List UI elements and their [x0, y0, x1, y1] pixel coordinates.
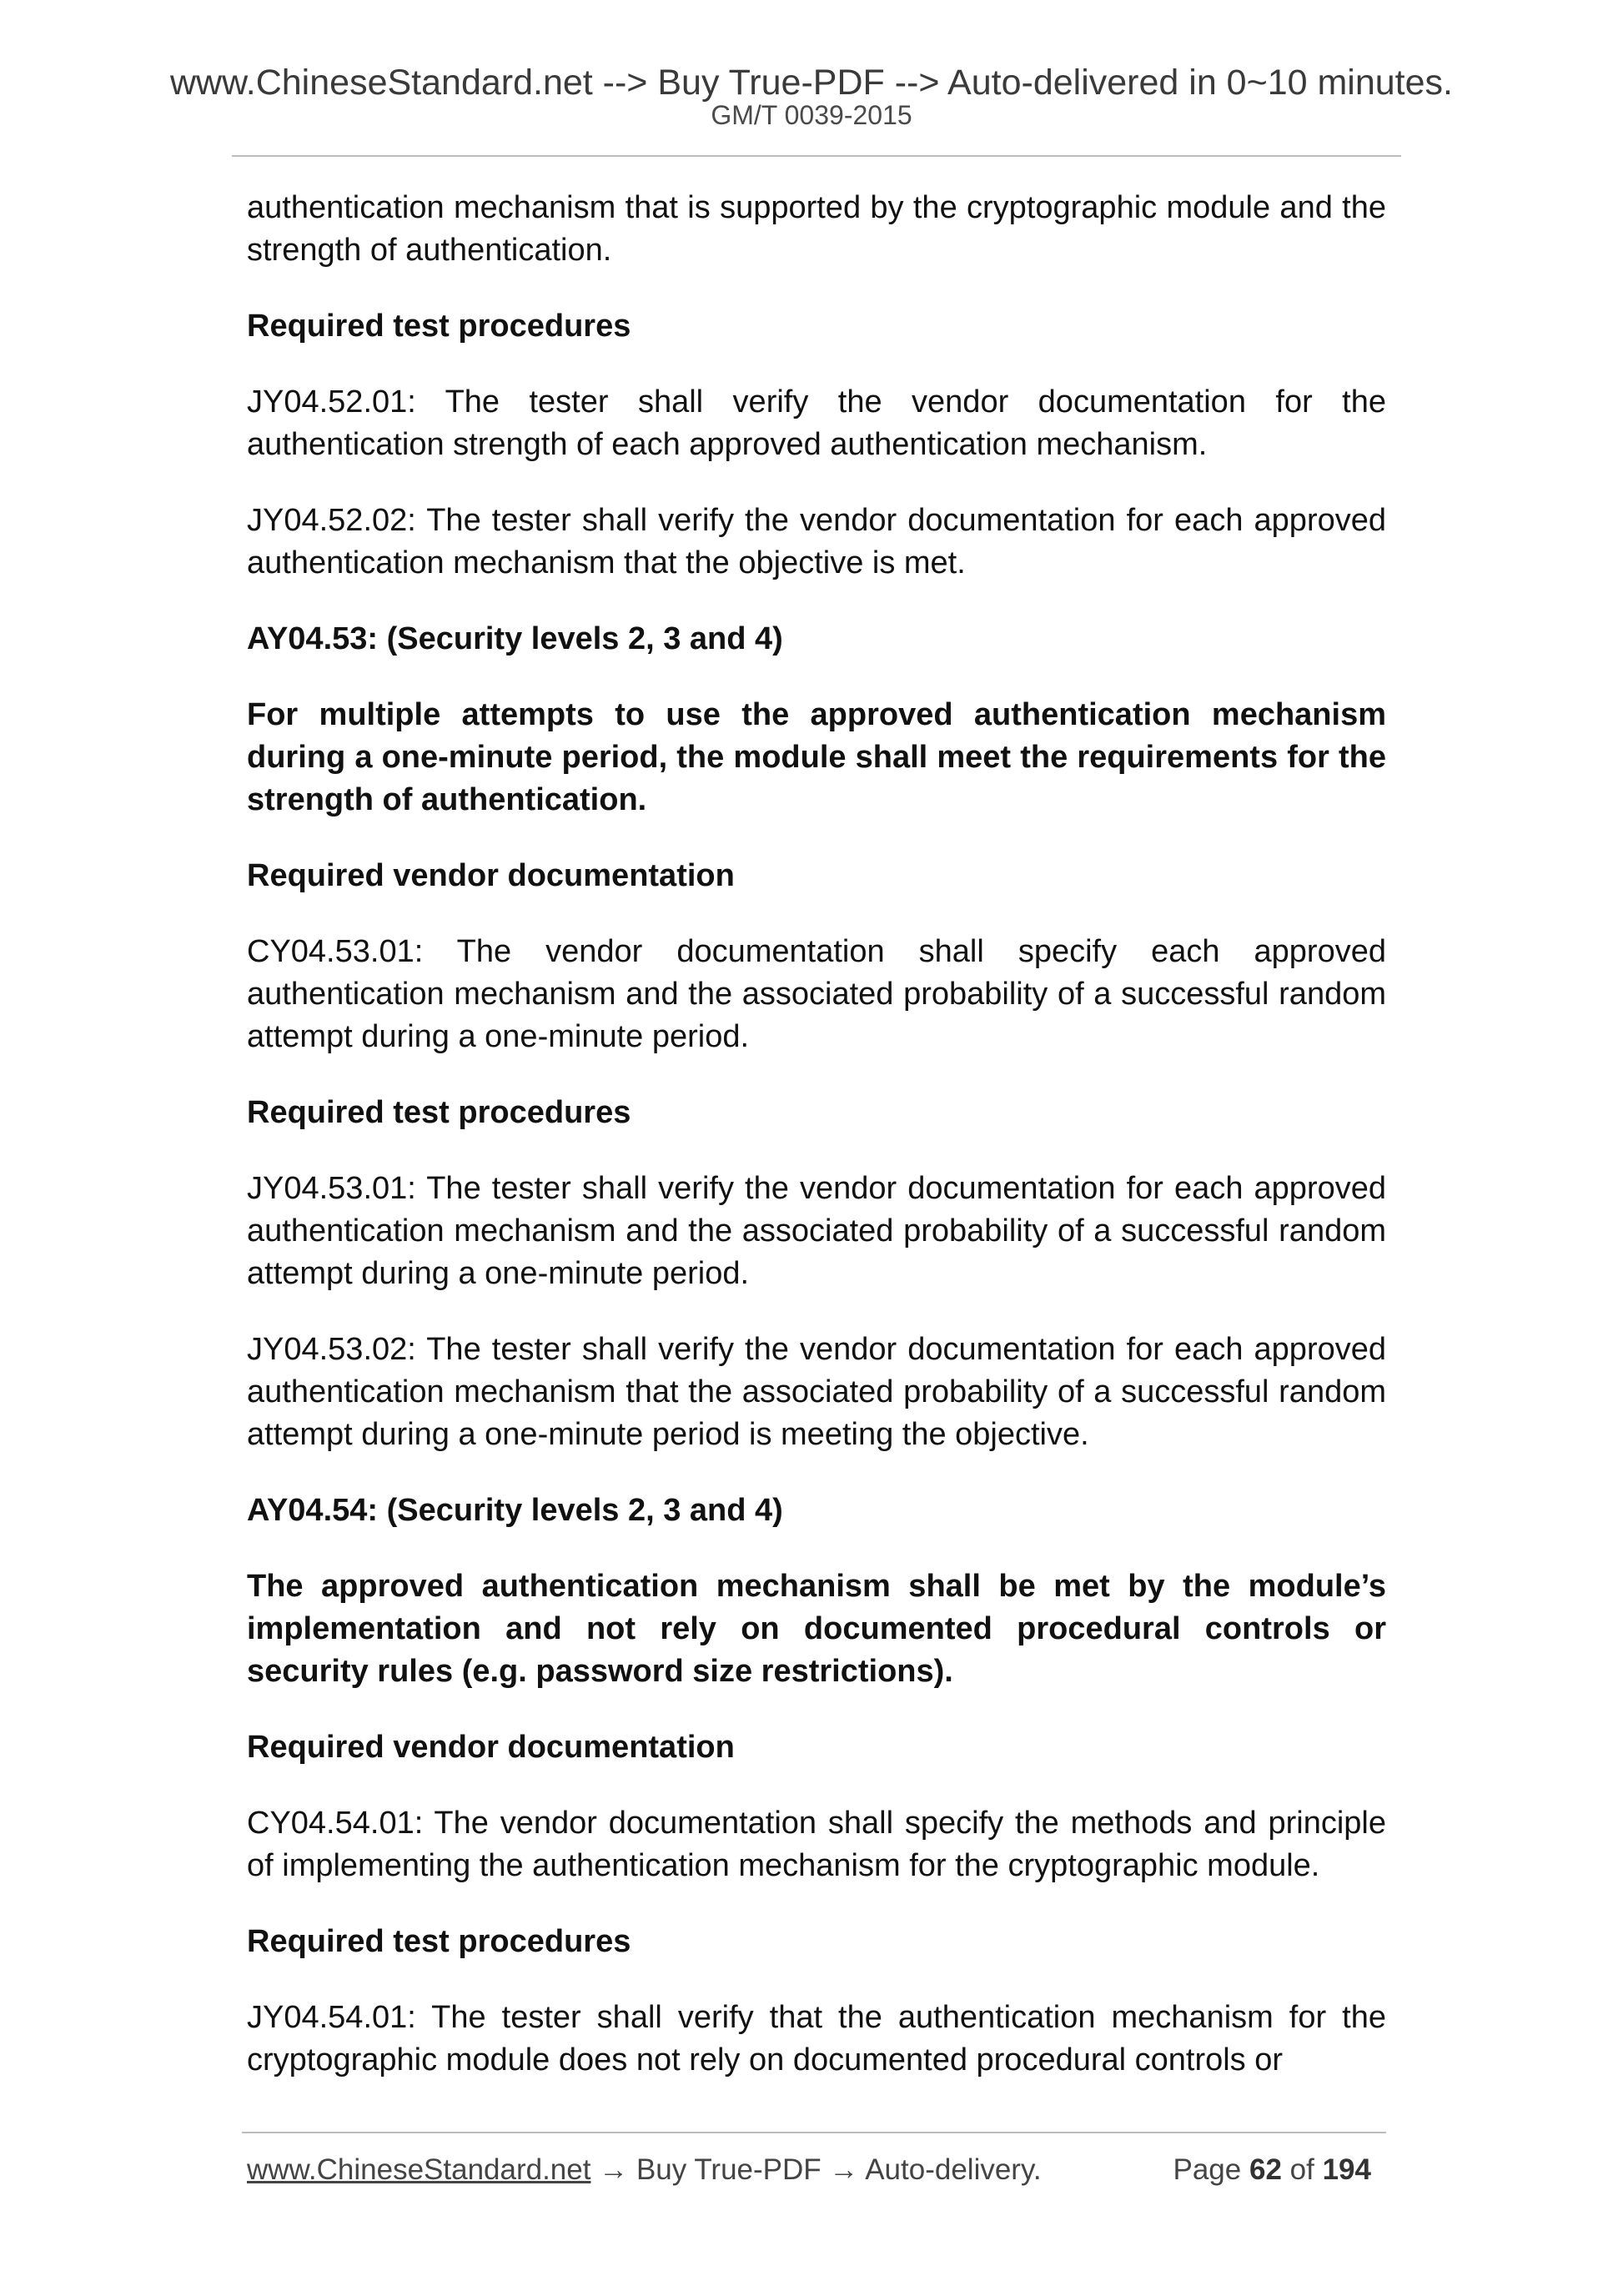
section-heading: Required vendor documentation — [247, 858, 735, 893]
body-paragraph: JY04.52.01: The tester shall verify the vendor documentation for the authentication strength of each approved authentication mechanism. — [247, 384, 1386, 462]
page-of: of — [1289, 2153, 1314, 2186]
body-paragraph: JY04.54.01: The tester shall verify that the authentication mechanism for the cryptographic module does not rely on documented procedural controls or — [247, 2000, 1386, 2077]
body-paragraph: JY04.52.02: The tester shall verify the vendor documentation for each approved authentication mechanism that the objective is met. — [247, 503, 1386, 580]
body-paragraph: authentication mechanism that is supported by the cryptographic module and the strength of authentication. — [247, 190, 1386, 268]
section-heading: For multiple attempts to use the approved authentication mechanism during a one-minute period, the module shall meet the requirements for the strength of authentication. — [247, 697, 1386, 817]
standard-number: GM/T 0039-2015 — [711, 100, 912, 130]
section-heading: Required test procedures — [247, 1095, 631, 1130]
body-paragraph: CY04.54.01: The vendor documentation shall specify the methods and principle of implementing the authentication mechanism for the cryptographic module. — [247, 1806, 1386, 1883]
footer-auto-text: Auto-delivery. — [865, 2153, 1042, 2186]
page-label: Page — [1173, 2153, 1242, 2186]
body-paragraph: JY04.53.02: The tester shall verify the vendor documentation for each approved authentication mechanism that the associated probability of a successful random attempt during a one-minute period is meeting the objective. — [247, 1332, 1386, 1452]
page-current: 62 — [1249, 2153, 1282, 2186]
footer-site-link[interactable]: www.ChineseStandard.net — [247, 2153, 591, 2186]
section-heading: AY04.54: (Security levels 2, 3 and 4) — [247, 1493, 783, 1528]
section-heading: AY04.53: (Security levels 2, 3 and 4) — [247, 621, 783, 656]
header-banner: www.ChineseStandard.net --> Buy True-PDF --> Auto-delivered in 0~10 minutes. — [169, 63, 1453, 103]
header-divider — [232, 155, 1401, 157]
section-heading: Required test procedures — [247, 1924, 631, 1959]
footer-links — [247, 2153, 1042, 2187]
page-total: 194 — [1322, 2153, 1371, 2186]
footer-buy-text: Buy True-PDF — [636, 2153, 822, 2186]
arrow-icon: → — [829, 2153, 859, 2186]
section-heading: Required test procedures — [247, 309, 631, 344]
page-indicator — [1173, 2153, 1372, 2187]
body-paragraph: JY04.53.01: The tester shall verify the vendor documentation for each approved authentication mechanism and the associated probability of a successful random attempt during a one-minute period. — [247, 1171, 1386, 1291]
page-footer — [247, 2153, 1386, 2195]
section-heading: The approved authentication mechanism shall be met by the module’s implementation and not rely on documented procedural controls or security rules (e.g. password size restrictions). — [247, 1569, 1386, 1689]
arrow-icon: → — [599, 2153, 629, 2186]
section-heading: Required vendor documentation — [247, 1730, 735, 1765]
body-paragraph: CY04.53.01: The vendor documentation shall specify each approved authentication mechanism and the associated probability of a successful random attempt during a one-minute period. — [247, 934, 1386, 1054]
document-body — [247, 187, 1386, 2115]
footer-divider — [242, 2132, 1386, 2133]
